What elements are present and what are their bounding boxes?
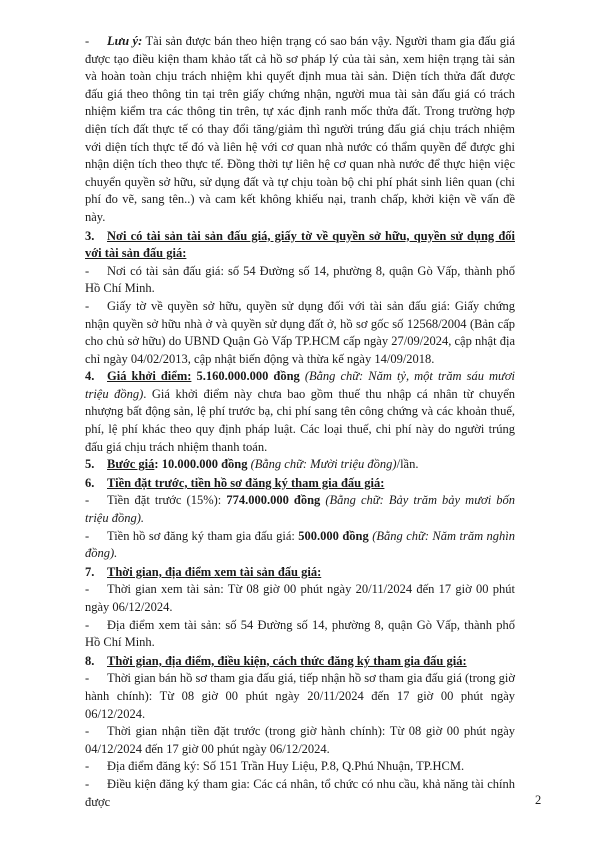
section-label: Bước giá [107,457,155,472]
section-title: Thời gian, địa điểm xem tài sản đấu giá: [107,564,322,579]
deposit-words: (Bằng chữ: Bảy trăm bảy mươi bốn triệu đồng). [85,493,515,526]
note-label: Lưu ý: [107,34,143,48]
section-title: Thời gian, địa điểm, điều kiện, cách thức đăng ký tham gia đấu giá: [107,653,467,668]
section-3-heading [85,228,515,263]
bid-step-words: (Bằng chữ: Mười triệu đồng) [247,457,397,472]
section-text: . Giá khởi điểm này chưa bao gồm thuế thu nhập cá nhân từ chuyển nhượng bất động sản, lệ phí trước bạ, chi phí sang tên công chứng và các khoản thuế, phí, lệ phí khác theo quy định pháp luật. Các loại thuế, chi phí này do người trúng đấu giá chịu trách nhiệm thanh toán. [85,386,515,454]
section-number: 8. [85,653,95,668]
fee-amount: 500.000 đồng [298,528,369,543]
list-item: - Nơi có tài sản đấu giá: số 54 Đường số 14, phường 8, quận Gò Vấp, thành phố Hồ Chí Minh. [85,263,515,296]
starting-price: 5.160.000.000 đồng [191,369,300,384]
section-number: 3. [85,228,95,243]
list-item: - Điều kiện đăng ký tham gia: Các cá nhân, tổ chức có nhu cầu, khả năng tài chính được [85,776,515,809]
list-item: - Thời gian bán hồ sơ tham gia đấu giá, tiếp nhận hồ sơ tham gia đấu giá (trong giờ hành chính): Từ 08 giờ 00 phút ngày 20/11/2024 đến 17 giờ 00 phút ngày 06/12/2024. [85,671,515,721]
bid-step: : 10.000.000 đồng [154,457,248,472]
document-body [85,33,515,811]
list-dash: - [85,34,90,48]
bid-step-suffix: /lần. [396,457,419,472]
deposit-amount: 774.000.000 đồng [226,493,321,508]
section-6-heading [85,475,515,493]
list-item: - Thời gian nhận tiền đặt trước (trong giờ hành chính): Từ 08 giờ 00 phút ngày 04/12/2024 đến 17 giờ 00 phút ngày 06/12/2024. [85,724,515,756]
section-8-heading [85,653,515,671]
section-title: Nơi có tài sản tài sản đấu giá, giấy tờ về quyền sở hữu, quyền sử dụng đối với tài sản đấu giá: [85,228,515,261]
section-4-paragraph [85,368,515,456]
section-number: 5. [85,457,95,472]
section-label: Giá khởi điểm: [107,369,192,384]
note-text: Tài sản được bán theo hiện trạng có sao bán vậy. Người tham gia đấu giá được tạo điều kiện tham khảo tất cả hồ sơ pháp lý của tài sản, xem hiện trạng tài sản và hoàn toàn chịu trách nhiệm khi quyết định mua tài sản. Diện tích thửa đất được đấu giá theo thông tin tại trên giấy chứng nhận, người mua tài sản đấu giá có trách nhiệm kiểm tra các thông tin trên, tự xác định ranh mốc thửa đất. Trong trường hợp diện tích đất thực tế có thay đổi tăng/giảm thì người trúng đấu giá chịu trách nhiệm với diện tích thực tế đó và liên hệ với cơ quan nhà nước có thẩm quyền để được ghi nhận diện tích theo thực tế. Đồng thời tự liên hệ cơ quan nhà nước để thực hiện việc chuyển quyền sở hữu, sử dụng đất và tự chịu toàn bộ chi phí phát sinh liên quan (chi phí đo vẽ, sang tên..) và cam kết không khiếu nại, tranh chấp, khởi kiện về vấn đề này. [85,34,515,224]
section-number: 4. [85,369,95,384]
starting-price-words: (Bằng chữ: Năm tỷ, một trăm sáu mươi triệu đồng) [85,369,516,401]
list-item: - Địa điểm xem tài sản: số 54 Đường số 14, phường 8, quận Gò Vấp, thành phố Hồ Chí Minh. [85,617,515,650]
note-paragraph [85,33,515,227]
fee-words: (Bằng chữ: Năm trăm nghìn đồng). [85,528,516,561]
list-item: - Địa điểm đăng ký: Số 151 Trần Huy Liệu, P.8, Q.Phú Nhuận, TP.HCM. [85,759,465,774]
list-item: - Thời gian xem tài sản: Từ 08 giờ 00 phút ngày 20/11/2024 đến 17 giờ 00 phút ngày 06/12/2024. [85,582,515,614]
section-5-paragraph [85,456,515,474]
list-item: - Tiền hồ sơ đăng ký tham gia đấu giá: 500.000 đồng (Bằng chữ: Năm trăm nghìn đồng). [85,528,516,561]
page-number: 2 [535,793,542,807]
section-7-heading [85,564,515,582]
section-title: Tiền đặt trước, tiền hồ sơ đăng ký tham gia đấu giá: [107,475,385,490]
list-item: - Giấy tờ về quyền sở hữu, quyền sử dụng đối với tài sản đấu giá: Giấy chứng nhận quyền sở hữu nhà ở và quyền sử dụng đất ở, hồ sơ gốc số 12568/2004 (Bản cấp cho chủ sở hữu) do UBND Quận Gò Vấp TP.HCM cấp ngày 27/09/2024, cập nhật địa chỉ ngày 04/02/2013, cập nhật biến động và thừa kế ngày 14/09/2018. [85,298,515,366]
list-item: - Tiền đặt trước (15%): 774.000.000 đồng (Bằng chữ: Bảy trăm bảy mươi bốn triệu đồng). [85,493,515,526]
section-number: 6. [85,475,95,490]
section-number: 7. [85,564,95,579]
